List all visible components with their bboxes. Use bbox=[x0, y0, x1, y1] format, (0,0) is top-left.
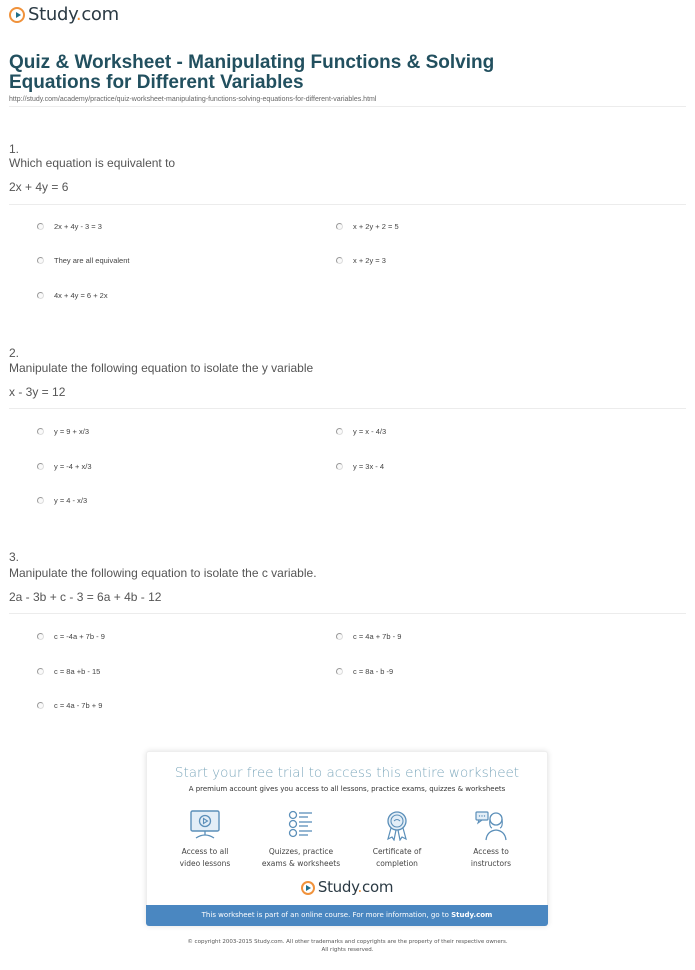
answer-option[interactable]: c = 4a - 7b + 9 bbox=[37, 701, 102, 710]
question-number: 2. bbox=[9, 346, 20, 360]
radio-button[interactable] bbox=[37, 668, 44, 675]
radio-button[interactable] bbox=[37, 292, 44, 299]
answer-option[interactable]: 4x + 4y = 6 + 2x bbox=[37, 291, 108, 300]
free-trial-panel bbox=[146, 751, 548, 926]
page-title: Quiz & Worksheet - Manipulating Functions & Solving Equations for Different Variables bbox=[9, 52, 495, 93]
play-logo-icon bbox=[9, 7, 25, 23]
instructor-icon bbox=[474, 809, 508, 841]
feature-video-lessons: Access to all video lessons bbox=[155, 809, 255, 870]
radio-button[interactable] bbox=[37, 223, 44, 230]
answer-option[interactable]: y = x - 4/3 bbox=[336, 427, 386, 436]
radio-button[interactable] bbox=[336, 633, 343, 640]
study-logo[interactable] bbox=[9, 6, 119, 24]
answer-option[interactable]: 2x + 4y - 3 = 3 bbox=[37, 222, 102, 231]
question-number: 3. bbox=[9, 550, 20, 564]
online-course-banner: This worksheet is part of an online course. For more information, go to Study.com bbox=[146, 905, 548, 926]
question-equation: 2a - 3b + c - 3 = 6a + 4b - 12 bbox=[9, 590, 162, 604]
answer-option[interactable]: They are all equivalent bbox=[37, 256, 129, 265]
answer-option[interactable]: y = -4 + x/3 bbox=[37, 462, 92, 471]
radio-button[interactable] bbox=[37, 257, 44, 264]
answer-option[interactable]: c = 8a - b -9 bbox=[336, 667, 393, 676]
free-trial-headline[interactable]: Start your free trial to access this entire worksheet bbox=[174, 765, 520, 781]
radio-button[interactable] bbox=[37, 702, 44, 709]
header-divider bbox=[9, 106, 686, 107]
certificate-icon bbox=[380, 809, 414, 841]
question-text: Manipulate the following equation to isolate the y variable bbox=[9, 361, 314, 375]
answer-option[interactable]: c = 4a + 7b - 9 bbox=[336, 632, 401, 641]
free-trial-subline: A premium account gives you access to all lessons, practice exams, quizzes & worksheets bbox=[188, 785, 506, 793]
question-equation: x - 3y = 12 bbox=[9, 385, 66, 399]
cta-study-logo[interactable] bbox=[147, 880, 547, 895]
quiz-list-icon bbox=[284, 809, 318, 841]
answer-option[interactable]: y = 4 - x/3 bbox=[37, 496, 87, 505]
study-com-link[interactable]: Study.com bbox=[451, 911, 493, 919]
feature-quizzes: Quizzes, practice exams & worksheets bbox=[251, 809, 351, 870]
question-divider bbox=[9, 204, 686, 205]
radio-button[interactable] bbox=[37, 497, 44, 504]
logo-wordmark: Study.com bbox=[28, 4, 119, 25]
answer-option[interactable]: c = -4a + 7b - 9 bbox=[37, 632, 105, 641]
copyright-notice: © copyright 2003-2015 Study.com. All other trademarks and copyrights are the property of their respective owners. All rights reserved. bbox=[187, 939, 508, 953]
radio-button[interactable] bbox=[336, 668, 343, 675]
radio-button[interactable] bbox=[37, 428, 44, 435]
question-equation: 2x + 4y = 6 bbox=[9, 180, 69, 194]
radio-button[interactable] bbox=[37, 633, 44, 640]
question-divider bbox=[9, 613, 686, 614]
answer-option[interactable]: c = 8a +b - 15 bbox=[37, 667, 100, 676]
video-lesson-icon bbox=[188, 809, 222, 841]
logo-wordmark: Study.com bbox=[317, 878, 394, 896]
question-number: 1. bbox=[9, 142, 20, 156]
answer-option[interactable]: y = 9 + x/3 bbox=[37, 427, 89, 436]
radio-button[interactable] bbox=[336, 463, 343, 470]
source-url[interactable]: http://study.com/academy/practice/quiz-worksheet-manipulating-functions-solving-equations-for-different-variables.html bbox=[9, 96, 377, 103]
feature-instructors: Access to instructors bbox=[441, 809, 541, 870]
radio-button[interactable] bbox=[336, 257, 343, 264]
question-text: Manipulate the following equation to isolate the c variable. bbox=[9, 566, 317, 580]
radio-button[interactable] bbox=[336, 428, 343, 435]
answer-option[interactable]: x + 2y + 2 = 5 bbox=[336, 222, 399, 231]
question-text: Which equation is equivalent to bbox=[9, 156, 176, 170]
radio-button[interactable] bbox=[37, 463, 44, 470]
answer-option[interactable]: y = 3x - 4 bbox=[336, 462, 384, 471]
answer-option[interactable]: x + 2y = 3 bbox=[336, 256, 386, 265]
play-logo-icon bbox=[301, 881, 315, 895]
feature-certificate: Certificate of completion bbox=[347, 809, 447, 870]
radio-button[interactable] bbox=[336, 223, 343, 230]
question-divider bbox=[9, 408, 686, 409]
